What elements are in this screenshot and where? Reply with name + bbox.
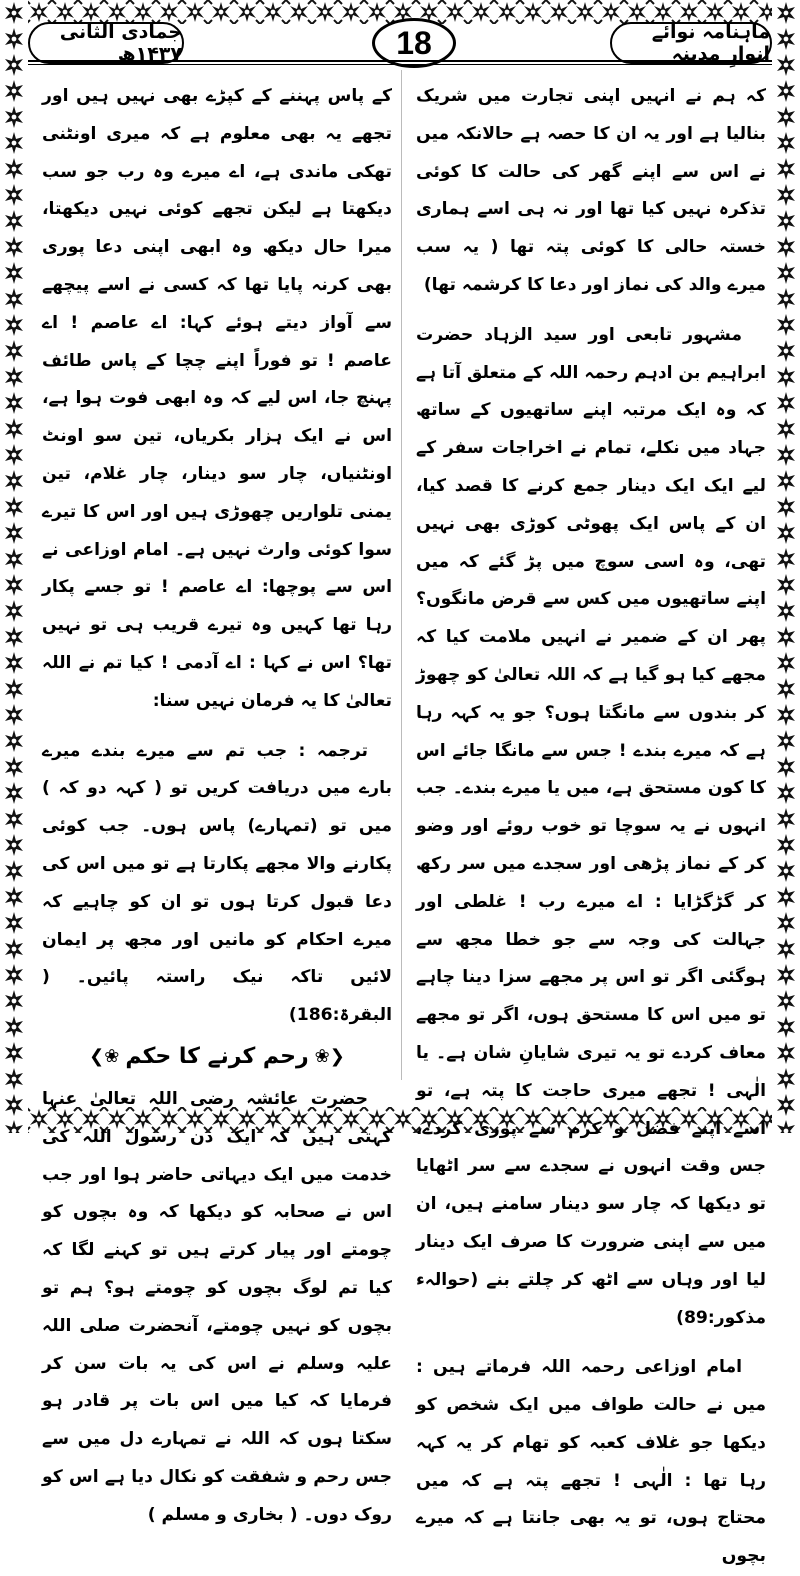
page-number: 18 bbox=[396, 24, 432, 61]
article-column-right bbox=[416, 78, 766, 1576]
paragraph: کہ ہم نے انہیں اپنی تجارت میں شریک بنالیا ہے اور یہ ان کا حصہ ہے حالانکہ میں نے اس سے اپنے گھر کی حالت کا کوئی تذکرہ نہیں کیا تھا اور نہ ہی اسے ہماری خستہ حالی کا کوئی پتہ تھا ( یہ سب میرے والد کی نماز اور دعا کا کرشمہ تھا) bbox=[416, 86, 766, 295]
column-divider bbox=[401, 70, 402, 1080]
header-rule bbox=[28, 60, 772, 62]
section-heading bbox=[42, 1039, 392, 1075]
paragraph-text: مشہور تابعی اور سید الزہاد حضرت ابراہیم بن ادہم رحمہ اللہ کے متعلق آتا ہے کہ وہ ایک مرتبہ اپنے ساتھیوں کے ساتھ جہاد میں نکلے، تمام نے اخراجات سفر کے لیے ایک ایک دینار جمع کرنے کا قصد کیا، ان کے پاس ایک پھوٹی کوڑی بھی نہیں تھی، وہ اسی سوچ میں پڑ گئے کہ میں اپنے ساتھیوں میں کس سے قرض مانگوں؟ پھر ان کے ضمیر نے انہیں ملامت کیا کہ مجھے کیا ہو گیا ہے کہ اللہ تعالیٰ کو چھوڑ کر بندوں سے مانگتا ہوں؟ جو یہ کہہ رہا ہے کہ میرے بندے ! جس سے مانگا جائے اس کا کون مستحق ہے، میں یا میرے بندے۔ جب انہوں نے یہ سوچا تو خوب روئے اور وضو کر کے نماز پڑھی اور سجدے میں سر رکھ کر گڑگڑایا : اے میرے رب ! غلطی اور جہالت کی وجہ سے جو خطا مجھ سے ہوگئی اگر تو اس پر مجھے سزا دینا چاہے تو میں اس کا مستحق ہوں، اگر تو مجھے معاف کردے تو یہ تیری شایانِ شان ہے۔ یا الٰہی ! تجھے میری حاجت کا پتہ ہے، تو اسے اپنے فضل و کرم سے پوری کردے، جس وقت انہوں نے سجدے سے سر اٹھایا تو دیکھا کہ چار سو دینار سامنے ہیں، ان میں سے اپنی ضرورت کا صرف ایک دینار لیا اور وہاں سے اٹھ کر چلتے بنے bbox=[416, 324, 766, 1290]
issue-date: جمادی الثانی ۱۴۳۷ھ bbox=[59, 21, 182, 65]
citation: (حوالہء مذکور:89) bbox=[416, 1269, 766, 1328]
magazine-title: ماہنامہ نوائے انوارِ مدینہ bbox=[651, 21, 770, 65]
border-left-pattern bbox=[0, 0, 28, 1133]
article-column-left bbox=[42, 78, 392, 1534]
issue-date-badge bbox=[28, 22, 184, 64]
quran-citation: ( البقرۃ:186) bbox=[42, 967, 392, 1026]
paragraph: امام اوزاعی رحمہ اللہ فرماتے ہیں : میں نے حالت طواف میں ایک شخص کو دیکھا جو غلاف کعبہ کو تھام کر یہ کہہ رہا تھا : الٰہی ! تجھے پتہ ہے کہ میں محتاج ہوں، تو یہ بھی جانتا ہے کہ میرے بچوں bbox=[416, 1357, 766, 1567]
border-right-pattern bbox=[772, 0, 800, 1133]
paragraph bbox=[416, 317, 766, 1338]
paragraph bbox=[42, 733, 392, 1035]
magazine-title-badge bbox=[610, 22, 772, 64]
header-rule-thin bbox=[28, 64, 772, 65]
section-heading-text: رحم کرنے کا حکم bbox=[125, 1043, 309, 1069]
paragraph: کے پاس پہننے کے کپڑے بھی نہیں ہیں اور تجھے یہ بھی معلوم ہے کہ میری اونٹنی تھکی ماندی ہے، اے میرے وہ رب جو سب دیکھتا ہے لیکن تجھے کوئی نہیں دیکھتا، میرا حال دیکھ وہ ابھی اپنی دعا پوری بھی کرنہ پایا تھا کہ کسی نے اسے پیچھے سے آواز دیتے ہوئے کہا: اے عاصم ! اے عاصم ! تو فوراً اپنے چچا کے پاس طائف پہنچ جا، اس لیے کہ وہ ابھی فوت ہوا ہے، اس نے ایک ہزار بکریاں، تین سو اونٹ اونٹنیاں، چار سو دینار، چار غلام، تین یمنی تلواریں چھوڑی ہیں اور اس کا تیرے سوا کوئی وارث نہیں ہے۔ امام اوزاعی نے اس سے پوچھا: اے عاصم ! تو جسے پکار رہا تھا کہیں وہ تیرے قریب ہی تو نہیں تھا؟ اس نے کہا : اے آدمی ! کیا تم نے اللہ تعالیٰ کا یہ فرمان نہیں سنا: bbox=[42, 86, 392, 711]
paragraph-text: حضرت عائشہ رضی اللہ تعالیٰ عنہا کہتی ہیں کہ ایک دن رسول اللہ کی خدمت میں ایک دیہاتی حاضر ہوا اور جب اس نے صحابہ کو دیکھا کہ وہ بچوں کو چومتے اور پیار کرتے ہیں تو کہنے لگا کہ کیا تم لوگ بچوں کو چومتے ہو؟ ہم تو بچوں کو نہیں چومتے، آنحضرت صلی اللہ علیہ وسلم نے اس کی یہ بات سن کر فرمایا کہ کیا میں اس بات پر قادر ہو سکتا ہوں کہ اللہ نے تمہارے دل میں سے جس رحم و شفقت کو نکال دیا ہے اس کو روک دوں۔ bbox=[42, 1088, 392, 1525]
citation: ( بخاری و مسلم ) bbox=[147, 1504, 298, 1525]
paragraph bbox=[42, 1081, 392, 1535]
floral-ornament-icon: ❮❀ bbox=[314, 1045, 345, 1067]
floral-ornament-icon: ❀❯ bbox=[89, 1045, 120, 1067]
translation-text: ترجمہ : جب تم سے میرے بندے میرے بارے میں دریافت کریں تو ( کہہ دو کہ ) میں تو (تمہارے) پاس ہوں۔ جب کوئی پکارنے والا مجھے پکارتا ہے تو میں اس کی دعا قبول کرتا ہوں تو ان کو چاہیے کہ میرے احکام کو مانیں اور مجھ پر ایمان لائیں تاکہ نیک راستہ پائیں۔ bbox=[42, 740, 392, 988]
